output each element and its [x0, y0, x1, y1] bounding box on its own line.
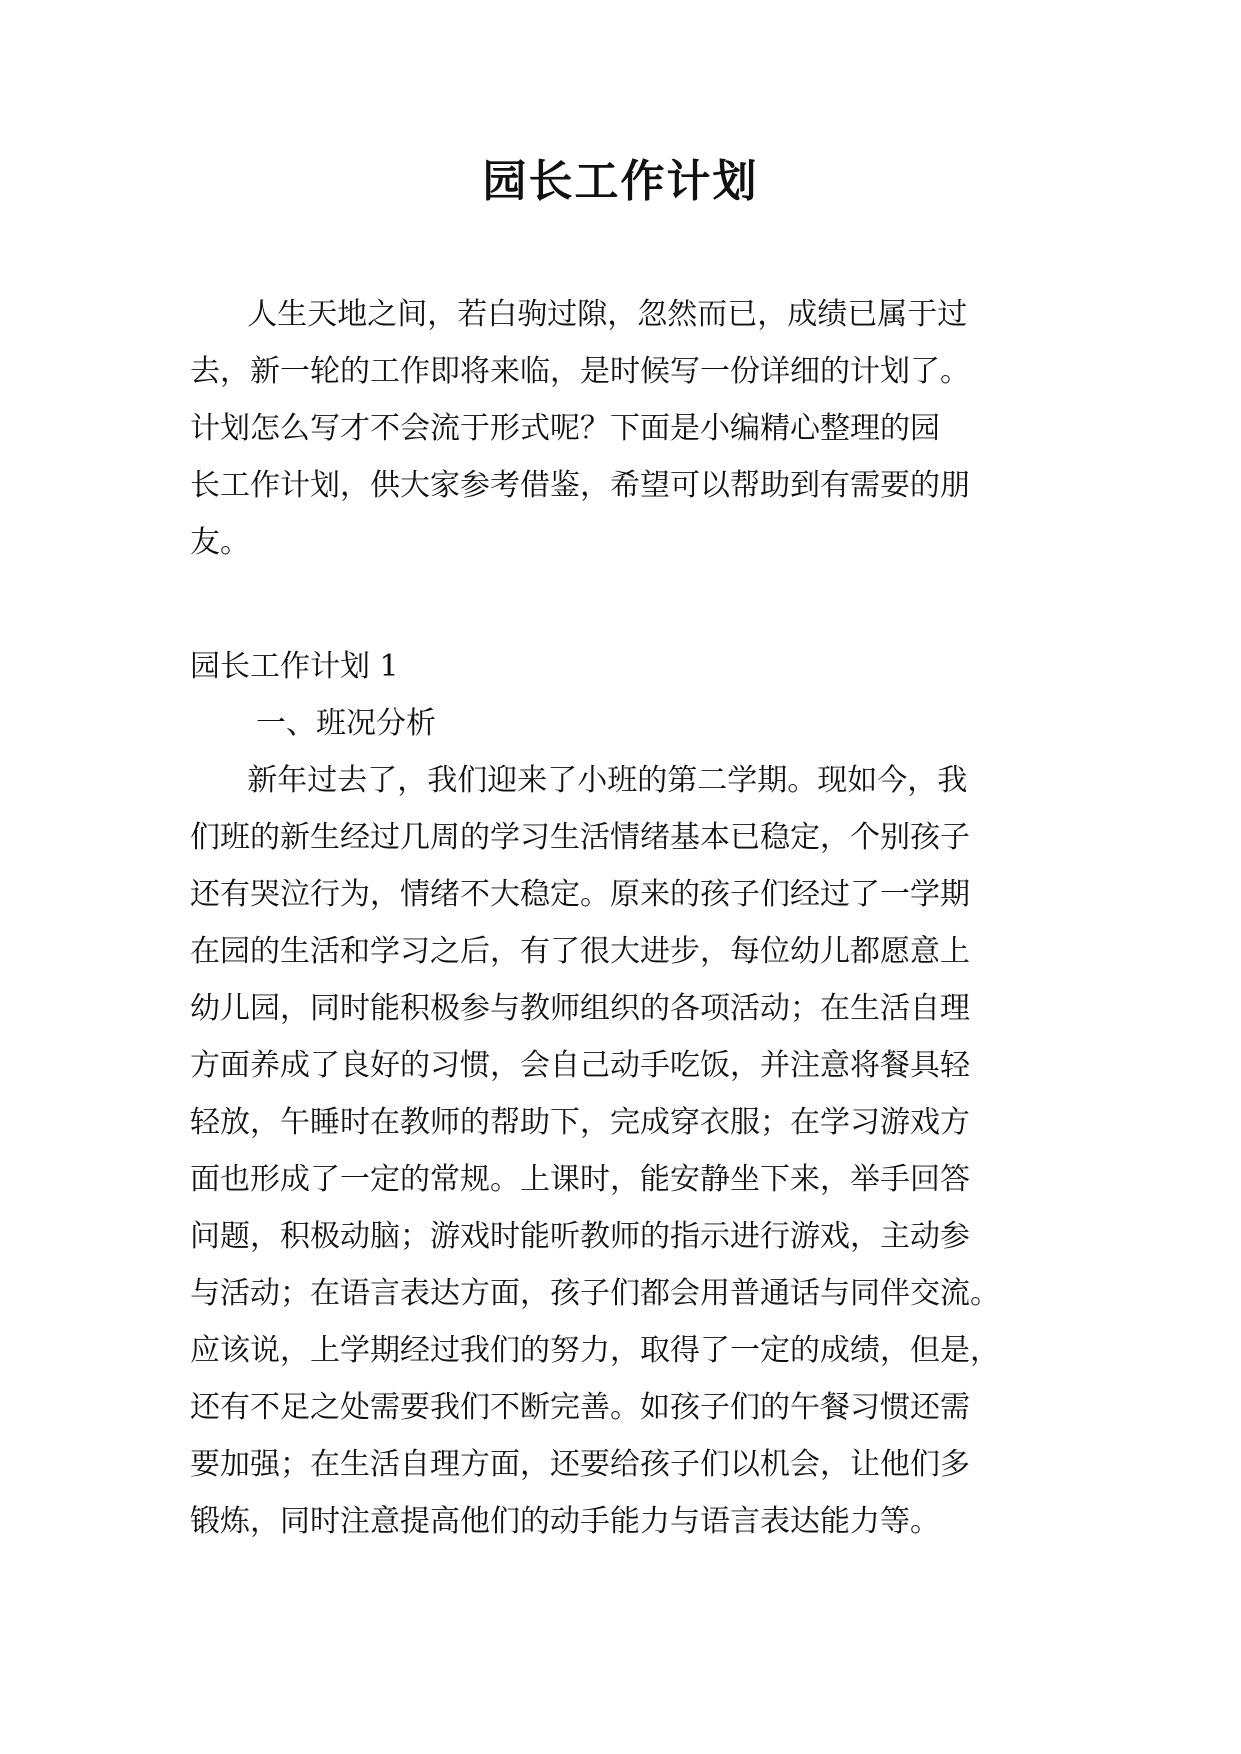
section-heading: 园长工作计划 1: [190, 649, 399, 684]
intro-paragraph: 人生天地之间，若白驹过隙，忽然而已，成绩已属于过 去，新一轮的工作即将来临，是时候写一份详细的计划了。 计划怎么写才不会流于形式呢？下面是小编精心整理的园 长工作计划，供大家参考借鉴，希望可以帮助到有需要的朋 友。: [190, 297, 970, 560]
sub-heading: 一、班况分析: [256, 706, 436, 741]
body-paragraph: 新年过去了，我们迎来了小班的第二学期。现如今，我 们班的新生经过几周的学习生活情绪基本已稳定，个别孩子 还有哭泣行为，情绪不大稳定。原来的孩子们经过了一学期 在园的生活和学习之后，有了很大进步，每位幼儿都愿意上 幼儿园，同时能积极参与教师组织的各项活动；在生活自理 方面养成了良好的习惯，会自己动手吃饭，并注意将餐具轻 轻放，午睡时在教师的帮助下，完成穿衣服；在学习游戏方 面也形成了一定的常规。上课时，能安静坐下来，举手回答 问题，积极动脑；游戏时能听教师的指示进行游戏，主动参 与活动；在语言表达方面，孩子们都会用普通话与同伴交流。 应该说，上学期经过我们的努力，取得了一定的成绩，但是， 还有不足之处需要我们不断完善。如孩子们的午餐习惯还需 要加强；在生活自理方面，还要给孩子们以机会，让他们多 锻炼，同时注意提高他们的动手能力与语言表达能力等。: [190, 763, 1000, 1539]
page-title: 园长工作计划: [482, 156, 759, 207]
